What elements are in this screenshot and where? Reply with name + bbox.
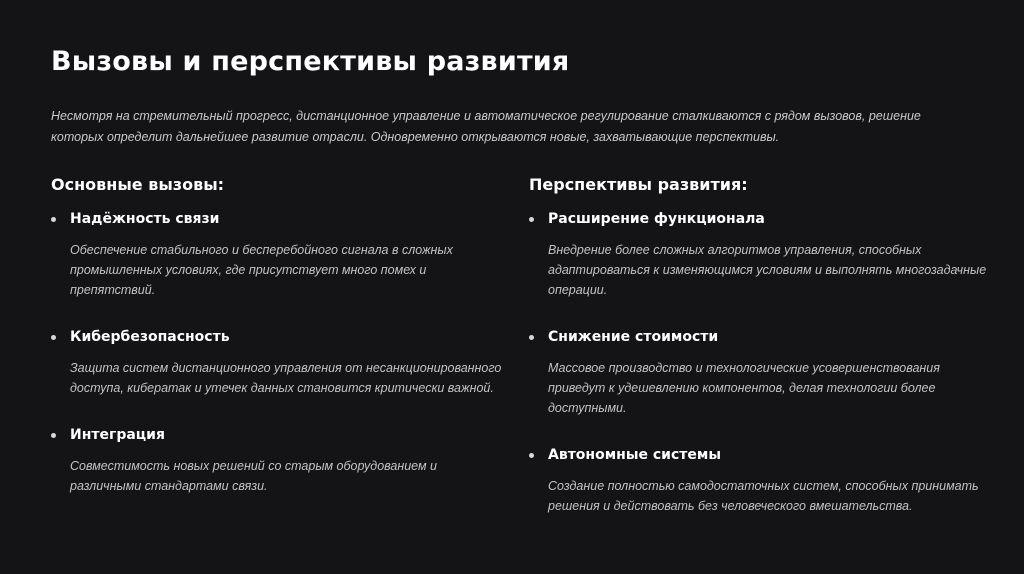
bullet-icon xyxy=(529,217,534,222)
challenges-column xyxy=(51,173,511,496)
challenge-title: Надёжность связи xyxy=(70,211,220,227)
prospect-description: Массовое производство и технологические усовершенствования приведут к удешевлению компонентов, делая технологии более доступными. xyxy=(548,361,940,415)
prospects-heading: Перспективы развития: xyxy=(529,175,748,194)
challenge-title: Кибербезопасность xyxy=(70,329,230,345)
challenge-description: Защита систем дистанционного управления от несанкционированного доступа, кибератак и утечек данных становится критически важной. xyxy=(70,361,502,395)
challenge-title: Интеграция xyxy=(70,427,165,443)
challenge-description: Совместимость новых решений со старым оборудованием и различными стандартами связи. xyxy=(70,459,437,493)
bullet-icon xyxy=(529,335,534,340)
prospect-description: Создание полностью самодостаточных систем, способных принимать решения и действовать без человеческого вмешательства. xyxy=(548,479,979,513)
intro-paragraph: Несмотря на стремительный прогресс, дистанционное управление и автоматическое регулирование сталкиваются с рядом вызовов, решение которых определит дальнейшее развитие отрасли. Одновременно открываются новые, захватывающие перспективы. xyxy=(51,109,921,144)
bullet-icon xyxy=(51,335,56,340)
prospect-item-cost-reduction xyxy=(529,326,989,418)
prospect-item-functionality xyxy=(529,208,989,300)
challenge-item-cybersecurity xyxy=(51,326,511,398)
bullet-icon xyxy=(51,217,56,222)
page-title: Вызовы и перспективы развития xyxy=(51,46,570,77)
prospect-title: Автономные системы xyxy=(548,447,721,463)
prospect-item-autonomous-systems xyxy=(529,444,989,516)
bullet-icon xyxy=(529,453,534,458)
challenge-description: Обеспечение стабильного и бесперебойного сигнала в сложных промышленных условиях, где присутствует много помех и препятствий. xyxy=(70,243,453,297)
prospects-column xyxy=(529,173,989,516)
prospect-title: Снижение стоимости xyxy=(548,329,719,345)
challenges-heading: Основные вызовы: xyxy=(51,175,225,194)
bullet-icon xyxy=(51,433,56,438)
prospect-title: Расширение функционала xyxy=(548,211,765,227)
prospect-description: Внедрение более сложных алгоритмов управления, способных адаптироваться к изменяющимся условиям и выполнять многозадачные операции. xyxy=(548,243,987,297)
challenge-item-reliability xyxy=(51,208,511,300)
challenge-item-integration xyxy=(51,424,511,496)
